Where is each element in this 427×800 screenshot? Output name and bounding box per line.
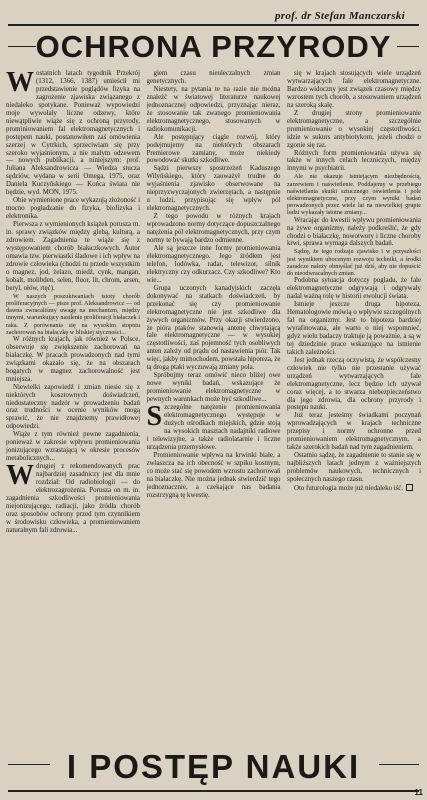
divider <box>8 764 50 765</box>
paragraph-text: Ostatnio sądzę, że zagadnienie to stanie się w najbliższych latach jednym z ważniejszych problemów naukowych, technicznych i społecznych naszego czasu. <box>287 452 421 484</box>
end-of-article-mark <box>406 484 413 491</box>
article-paragraph <box>6 336 140 384</box>
paragraph-text: Z drugiej strony promieniowanie elektromagnetyczne, a szczególnie promieniowanie o wysokiej częstotliwości, idzie w sukurs antybiotykom, jeżeli chodzi o zgonie się raz. <box>287 109 421 149</box>
article-paragraph <box>6 293 140 336</box>
article-paragraph <box>6 384 140 432</box>
text-column-1 <box>6 70 140 738</box>
article-paragraph <box>287 412 421 452</box>
paragraph-text: Grupa uczonych kanadyjskich zaczęła dokonywać na statkach doświadczeń, by przekonać się czy promieniowanie elektromagnetyczne nie jest szkodliwe dla żywych organizmów. Przy okazji stwierdzono, że pióra ptaków stanowią antenę chwytającą fale elektromagnetyczne — w wysokiej częstotliwości, zaś pojemność tych osobliwych anten zależy od prądu od nastawienia piór. Tak więc, jakby mimochodem, powstała hipoteza, że tą drogą ptaki wyczuwają zmiany pola. <box>146 284 281 372</box>
paragraph-text: Promieniowanie wpływa na krwinki białe, a zwłaszcza na ich obecność w szpiku kostnym, co może stać się powodem wzrostu zachorowań na białaczkę. Nie można jednak stwierdzić tego jednoznacznie, a czekające nas badania rozstrzygną tę kwestię. <box>146 451 281 499</box>
article-paragraph <box>287 277 421 301</box>
article-paragraph <box>147 285 281 372</box>
paragraph-text: Oto futurologia może już niedaleko iść. <box>294 485 404 493</box>
paragraph-text: Niewielki zapowiedź i zmian niesie się z niektórych kosztownych doświadczeń, niedostateczny nadzór w prowadzeniu badań oraz trudności w ocenie wyników mogą sprawić, że nie znajdziemy prawidłowej odpowiedzi. <box>6 383 140 431</box>
article-paragraph <box>147 70 281 86</box>
paragraph-text: drugiej z rekomendowanych prac najbardziej zasadniczy jest dla mnie rozdział: Od radiobiologii — do elektrozagrożenia. Porusza on m. in. zagadnienia szkodliwości promieniowania niejonizującego, radiacji, jako źródła chorób oraz sposobów ochrony przed tym czynnikiem w środowisku człowieka, a promieniowaniem naturalnym fali zdrowia... <box>6 463 140 534</box>
article-paragraph <box>287 484 421 493</box>
paragraph-text: Już teraz jesteśmy świadkami poczynań wprowadzających w krajach techniczne przepisy i normy ochronne przed promieniowaniem elektromagnetycznym, a także szerokich badań nad tym zagadnieniem. <box>287 412 421 452</box>
article-paragraph <box>147 372 281 404</box>
article-paragraph <box>6 197 140 221</box>
article-paragraph <box>287 150 421 174</box>
headline-bottom-frame <box>8 742 419 792</box>
article-paragraph <box>147 165 281 213</box>
divider <box>397 46 419 47</box>
paragraph-text: Wracając do kwestii wpływu promieniowania na żywe organizmy, należy podkreślić, że gdy chodzi o białaczkę, nowotwory i liczne choroby krwi, sprawa wymaga dalszych badań. <box>287 216 421 248</box>
article-paragraph <box>287 452 421 484</box>
text-column-3 <box>287 70 421 738</box>
article-paragraph <box>6 221 140 293</box>
article-paragraph <box>6 460 140 535</box>
paragraph-text: Niestety, na pytania te na razie nie można znaleźć w światowej literaturze naukowej jednoznacznej odpowiedzi, przyznając nieraz, że stosowanie tak zwanego promieniowania elektromagnetycznego, stosowanych w radiokomunikacji. <box>146 85 281 133</box>
text-column-2 <box>147 70 281 738</box>
paragraph-text: ostatnich latach tygodnik Przekrój (1312, 1366, 1387) umieścił mi przedstawienie poglądów fizyka na zagrożenie zjawiska związanego z niedaleko spotykane. Ponieważ wypowiedzi moje wywołały liczne odzewy, które niewątpliwie wiąże się z ochroną przyrody, prominiowaniem fal elektromagnetycznych i postępem nauki, postanowiłem zaś omówienia szerzej w Cytrkich, sprzeciwiam się przy szeroko wyjaśnionym, a nie małym odzewem — nowych publikacji, a niniejszym: prof. Juliana Aleksandrowicza — Wiedza stucza sędziów, wydana w serii Omega, 1975, oraz Daniela Kuczyńskiego — Końca świata nie będzie, wyd. MON, 1975. <box>6 70 140 197</box>
paragraph-text: Jest jednak rzeczą oczywistą, że współczesny człowiek nie tylko nie przestanie używać urządzeń wytwarzających fale elektromagnetyczne, lecz będzie ich używał coraz więcej, a to stwarza niebezpieczeństwo dla jego zdrowia, dla ochrony przyrody i postępu nauki. <box>287 356 421 412</box>
paragraph-text: Podobna sytuacja dotyczy pogladu, że fale elektromagnetyczne odgrywają i odgrywały nadal ważną rolę w historii ewolucji świata. <box>287 277 421 301</box>
article-paragraph <box>287 357 421 413</box>
paragraph-text: Sądzę, że tego rodzaju zjawisko i w przyszłości jest wynikiem ubocznym rozwoju techniki, a środki zaradcze należy obmyślać już dziś, aby nie dopuścić do nieodwracalnych zmian. <box>287 248 421 278</box>
article-paragraph <box>147 452 281 500</box>
page-number: 11 <box>414 788 423 797</box>
paragraph-text: się w krajach stosujących wiele urządzeń wytwarzających fale elektromagnetyczne. Bardzo widoczny jest związek czasowy między wzrostem tych chorób, a stosowaniem urządzeń na szeroką skalę. <box>287 70 421 109</box>
drop-cap: W <box>6 70 34 98</box>
paragraph-text: zczególne natężenie promieniowania elektromagnetycznego występuje w dużych ośrodkach miejskich, gdzie stoją na wysokich masztach nadajniki radiowe i telewizyjne, a także radiolatarnie i liczne urządzenia przemysłowe. <box>146 404 281 451</box>
article-paragraph <box>287 248 421 277</box>
paragraph-text: Istnieje jeszcze druga hipoteza. Hematologowie mówią o wpływie szczególnych fal na organizmy. Jest to hipoteza bardziej wyrafinowana, ale warto o niej wspomnieć, gdyż wielu badaczy traktuje ją poważnie, a są w tej dziedzinie prace wskazujące na istnienie takich zależności. <box>287 301 421 356</box>
paragraph-text: Pierwsza z wymienionych książek porusza m. in. sprawy związków między glebą, kulturą, a zdrowiem. Zagadnienia te wiąże się z występowaniem chorób białaczkowych. Autor omawia tzw. pierwiastki śladowe i ich wpływ na zdrowie człowieka (chodzi tu przede wszystkim o magnez, jod, żelazo, miedź, cynk, mangan, kobalt, molibden, selen, fluor, lit, chrom, arsen, beryl, ołów, rtęć). <box>6 221 140 292</box>
headline-top-frame <box>8 24 419 66</box>
article-paragraph <box>147 86 281 134</box>
divider <box>8 46 36 47</box>
article-paragraph <box>6 70 140 197</box>
article-paragraph <box>287 110 421 150</box>
paragraph-text: giem czasu nieuleczalnych zmian genetycznych. <box>146 70 281 85</box>
paragraph-text: Ale nie okazuje istniejącym niezbędnością, zarzewiem i naświetlenie. Poddajemy w przebiegu naświetlania skutki sztucznego oświetlenia i pole elektromagnetyczne, przy czym wyniki badań prowadzonych przez wiele lat na niewielkiej grupie ludzi wykazały istotne zmiany... <box>287 173 421 217</box>
article-paragraph <box>287 301 421 357</box>
article-paragraph <box>146 401 281 452</box>
paragraph-text: Ale są jeszcze inne formy promieniowania elektromagnetycznego. Jego źródłem jest telefon, lodówka, radar, telewizor, silnik elektryczny czy odkurzacz. Czy szkodliwe? Kto wie... <box>146 244 281 284</box>
paragraph-text: Spróbujmy teraz omówić nieco bliżej owe nowe wyniki badań, wskazujące że promieniowanie elektromagnetyczne w pewnych warunkach może być szkodliwe... <box>146 372 281 404</box>
paragraph-text: W różnych krajach, jak również w Polsce, obserwuje się zwiększenie zachorowań na białaczkę. W pracach prowadzonych nad tymi związkami okazało się, że na obszarach bogatych w magnez zachorowalność jest mniejsza. <box>6 335 140 383</box>
drop-cap: W <box>6 460 34 492</box>
article-paragraph <box>6 431 140 463</box>
headline-bottom: I POSTĘP NAUKI <box>66 747 361 785</box>
paragraph-text: Obie wymienione prace wykazują złożoność i mocno pogładzanie do fizyka, biofizyka i elektronika. <box>6 197 140 221</box>
article-paragraph <box>147 134 281 166</box>
article-paragraph <box>147 245 281 285</box>
paragraph-text: W naszych poszukiwaniach istoty chorób proliferacyjnych — pisze prof. Aleksandrowicz — od dawna zwracaliśmy uwagę na mechanizm, między innymi, warunkujący nasilenie proliferacji białaczek i raka. Z porównania się na wysokim stopniu zachorowań na białaczkę w bliskiej styczności... <box>6 292 140 336</box>
headline-top: OCHRONA PRZYRODY <box>35 28 392 64</box>
author-byline: prof. dr Stefan Manczarski <box>274 10 405 22</box>
article-body <box>6 70 421 738</box>
article-paragraph <box>147 213 281 245</box>
paragraph-text: Z tego powodu w różnych krajach wprowadzono normy dotyczące dopuszczalnego natężenia pól elektromagnetycznych, przy czym normy te bywają bardzo odmienne. <box>146 213 281 245</box>
paragraph-text: Różnych form promieniowania używa się także w innych celach leczniczych, między innymi w psychiatrii. <box>287 149 421 173</box>
article-paragraph <box>287 217 421 249</box>
paragraph-text: Sądzi pierwszy spostrzeżeń Kaduszego Wilyńskiego, który zauważył trudne do wyjaśnienia zjawisko obserwowane na nieprzyzwyczajonych zwierzętach, a następnie u ludzi, przypisując się wpływ pól elektromagnetycznych. <box>146 165 281 213</box>
paragraph-text: Wiąże z tym również pewne zagadnienia, ponieważ w zakresie wpływu promieniowania jonizującego wzrastającą w okresie procesów metabolicznych... <box>6 431 140 463</box>
divider <box>379 764 419 765</box>
drop-cap: S <box>146 401 163 433</box>
article-paragraph <box>287 173 421 216</box>
paragraph-text: Ale postępujący ciągle rozwój, który podejmujemy na niektórych obszarach Premierowe zamiany, może niekiedy powodować skutki szkodliwe. <box>146 133 281 165</box>
article-paragraph <box>287 70 421 110</box>
